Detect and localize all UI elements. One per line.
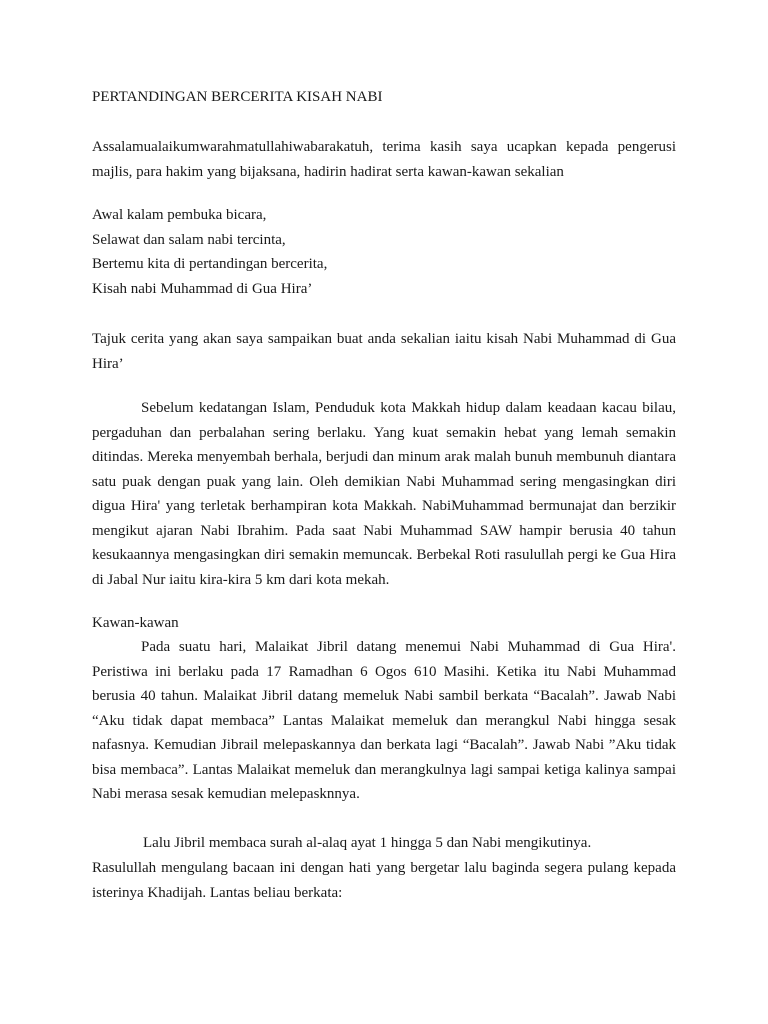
background-paragraph: Sebelum kedatangan Islam, Penduduk kota Makkah hidup dalam keadaan kacau bilau, pergaduhan dan perbalahan sering berlaku. Yang kuat semakin hebat yang lemah semakin ditindas. Mereka menyembah berhala, berjudi dan minum arak malah bunuh membunuh diantara satu puak dengan puak yang lain. Oleh demikian Nabi Muhammad sering mengasingkan diri digua Hira' yang terletak berhampiran kota Makkah. NabiMuhammad bermunajat dan berzikir mengikut ajaran Nabi Ibrahim. Pada saat Nabi Muhammad SAW hampir berusia 40 tahun kesukaannya mengasingkan diri semakin memuncak. Berbekal Roti rasulullah pergi ke Gua Hira di Jabal Nur iaitu kira-kira 5 km dari kota mekah.: [92, 400, 676, 588]
verse-line: Awal kalam pembuka bicara,: [92, 207, 267, 223]
story-title-paragraph: Tajuk cerita yang akan saya sampaikan buat anda sekalian iaitu kisah Nabi Muhammad di Gua Hira’: [92, 331, 676, 372]
document-title: PERTANDINGAN BERCERITA KISAH NABI: [92, 89, 383, 105]
greeting-paragraph: Assalamualaikumwarahmatullahiwabarakatuh, terima kasih saya ucapkan kepada pengerusi majlis, para hakim yang bijaksana, hadirin hadirat serta kawan-kawan sekalian: [92, 139, 676, 180]
jibril-reading-paragraph: Lalu Jibril membaca surah al-alaq ayat 1 hingga 5 dan Nabi mengikutinya.: [143, 835, 592, 851]
opening-verse: [92, 203, 676, 301]
verse-line: Kisah nabi Muhammad di Gua Hira’: [92, 280, 313, 297]
section-heading: Kawan-kawan: [92, 615, 179, 631]
revelation-paragraph: Pada suatu hari, Malaikat Jibril datang menemui Nabi Muhammad di Gua Hira'. Peristiwa ini berlaku pada 17 Ramadhan 6 Ogos 610 Masihi. Ketika itu Nabi Muhammad berusia 40 tahun. Malaikat Jibril datang memeluk Nabi sambil berkata “Bacalah”. Jawab Nabi “Aku tidak dapat membaca” Lantas Malaikat memeluk dan merangkul Nabi hingga sesak nafasnya. Kemudian Jibrail melepaskannya dan berkata lagi “Bacalah”. Jawab Nabi ”Aku tidak bisa membaca”. Lantas Malaikat memeluk dan merangkulnya lagi sampai ketiga kalinya sampai Nabi merasa sesak kemudian melepasknnya.: [92, 639, 676, 802]
return-home-paragraph: Rasulullah mengulang bacaan ini dengan hati yang bergetar lalu baginda segera pulang kepada isterinya Khadijah. Lantas beliau berkata:: [92, 860, 676, 901]
verse-line: Selawat dan salam nabi tercinta,: [92, 231, 286, 248]
verse-line: Bertemu kita di pertandingan bercerita,: [92, 256, 328, 272]
